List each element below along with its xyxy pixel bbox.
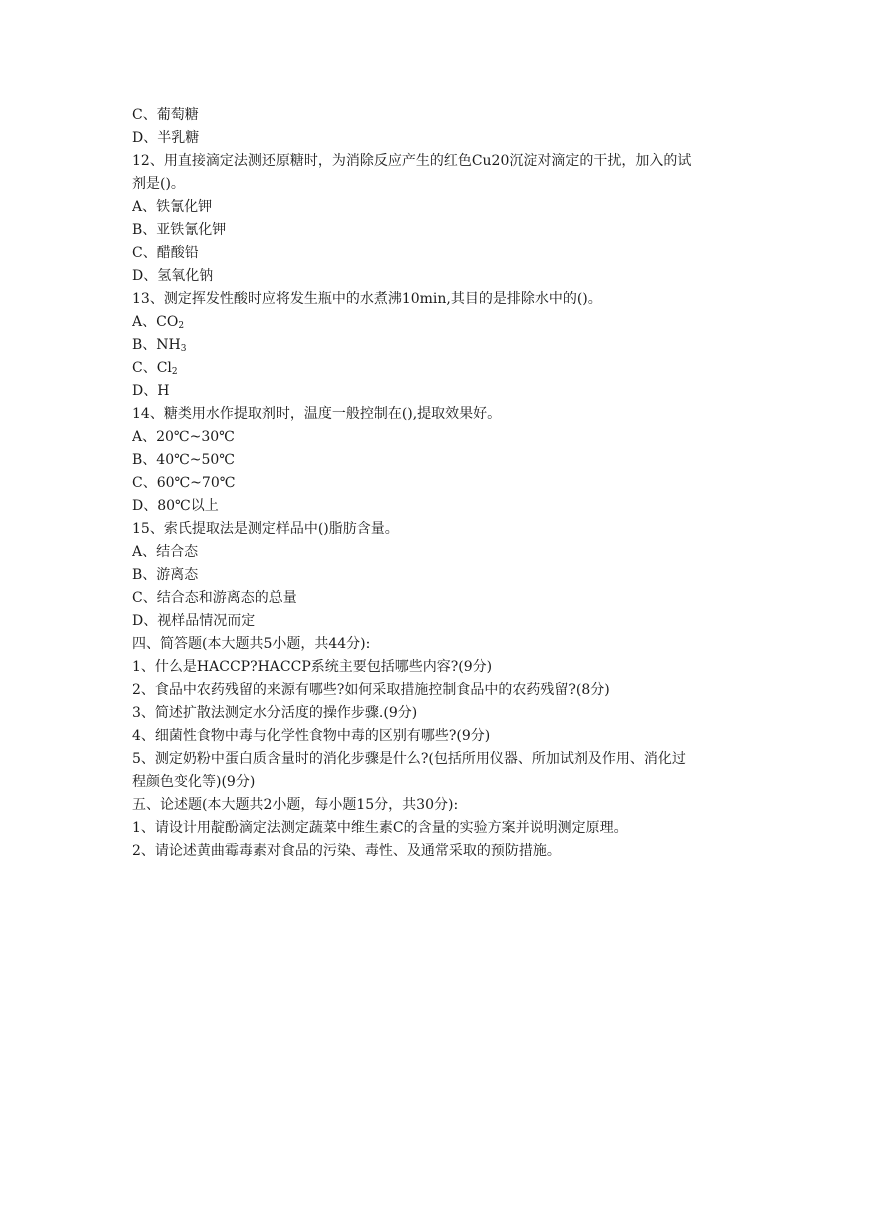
text-line <box>132 288 752 311</box>
line-text: D、视样品情况而定 <box>132 613 256 629</box>
line-text: 12、用直接滴定法测还原糖时，为消除反应产生的红色Cu20沉淀对滴定的干扰，加入的试 <box>132 153 692 169</box>
line-text: C、葡萄糖 <box>132 107 199 123</box>
text-line <box>132 334 752 357</box>
text-line <box>132 196 752 219</box>
line-text: C、醋酸铅 <box>132 245 199 261</box>
text-line <box>132 679 752 702</box>
line-text: D、氢氧化钠 <box>132 268 214 284</box>
line-text: D、半乳糖 <box>132 130 200 146</box>
line-text: C、Cl <box>132 360 172 376</box>
line-text: B、亚铁氰化钾 <box>132 222 227 238</box>
line-text: 程颜色变化等)(9分) <box>132 774 256 790</box>
text-line <box>132 495 752 518</box>
text-line <box>132 265 752 288</box>
line-text: 14、糖类用水作提取剂时，温度一般控制在(),提取效果好。 <box>132 406 502 422</box>
text-line <box>132 380 752 403</box>
text-line <box>132 840 752 863</box>
text-line <box>132 426 752 449</box>
subscript: 2 <box>178 321 185 331</box>
line-text: B、40℃~50℃ <box>132 452 235 468</box>
subscript: 3 <box>180 344 187 354</box>
line-text: B、游离态 <box>132 567 199 583</box>
text-line <box>132 771 752 794</box>
line-text: 5、测定奶粉中蛋白质含量时的消化步骤是什么?(包括所用仪器、所加试剂及作用、消化过 <box>132 751 686 767</box>
text-line <box>132 587 752 610</box>
line-text: C、60℃~70℃ <box>132 475 236 491</box>
text-line <box>132 656 752 679</box>
text-line <box>132 702 752 725</box>
text-line <box>132 219 752 242</box>
text-line <box>132 242 752 265</box>
text-line <box>132 518 752 541</box>
line-text: D、80℃以上 <box>132 498 219 514</box>
line-text: A、铁氰化钾 <box>132 199 213 215</box>
text-line <box>132 173 752 196</box>
line-text: D、H <box>132 383 170 399</box>
text-line <box>132 150 752 173</box>
text-line <box>132 633 752 656</box>
text-line <box>132 104 752 127</box>
line-text: 四、简答题(本大题共5小题，共44分): <box>132 636 371 652</box>
line-text: 13、测定挥发性酸时应将发生瓶中的水煮沸10min,其目的是排除水中的()。 <box>132 291 602 307</box>
line-text: 15、索氏提取法是测定样品中()脂肪含量。 <box>132 521 399 537</box>
line-text: 3、简述扩散法测定水分活度的操作步骤.(9分) <box>132 705 418 721</box>
line-text: A、20℃~30℃ <box>132 429 235 445</box>
line-text: 2、请论述黄曲霉毒素对食品的污染、毒性、及通常采取的预防措施。 <box>132 843 561 859</box>
text-line <box>132 610 752 633</box>
line-text: 2、食品中农药残留的来源有哪些?如何采取措施控制食品中的农药残留?(8分) <box>132 682 610 698</box>
subscript: 2 <box>171 367 178 377</box>
line-text: 4、细菌性食物中毒与化学性食物中毒的区别有哪些?(9分) <box>132 728 491 744</box>
text-line <box>132 541 752 564</box>
text-line <box>132 403 752 426</box>
line-text: A、结合态 <box>132 544 199 560</box>
line-text: A、CO <box>132 314 179 330</box>
text-line <box>132 311 752 334</box>
text-line <box>132 472 752 495</box>
line-text: C、结合态和游离态的总量 <box>132 590 297 606</box>
line-text: 1、什么是HACCP?HACCP系统主要包括哪些内容?(9分) <box>132 659 493 675</box>
line-text: 剂是()。 <box>132 176 185 192</box>
line-text: 1、请设计用靛酚滴定法测定蔬菜中维生素C的含量的实验方案并说明测定原理。 <box>132 820 628 836</box>
text-line <box>132 817 752 840</box>
text-line <box>132 794 752 817</box>
text-line <box>132 357 752 380</box>
text-line <box>132 564 752 587</box>
text-line <box>132 127 752 150</box>
text-line <box>132 748 752 771</box>
document-body <box>132 104 752 863</box>
text-line <box>132 449 752 472</box>
line-text: 五、论述题(本大题共2小题，每小题15分，共30分): <box>132 797 459 813</box>
text-line <box>132 725 752 748</box>
line-text: B、NH <box>132 337 181 353</box>
